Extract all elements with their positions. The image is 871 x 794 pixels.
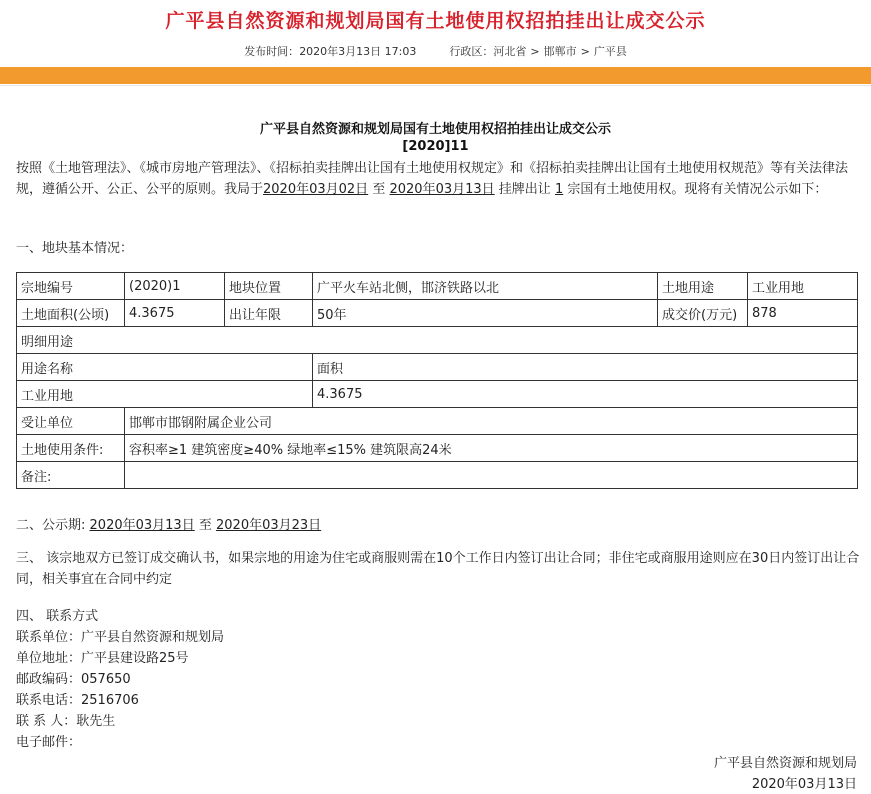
signature-org: 广平县自然资源和规划局 — [713, 756, 857, 771]
intro-text-2: 挂牌出让 — [498, 182, 551, 197]
contact-person: 联 系 人：耿先生 — [16, 714, 116, 729]
contact-postcode: 邮政编码：057650 — [16, 672, 131, 687]
location-label: 地块位置 — [225, 273, 313, 300]
table-row — [17, 435, 858, 462]
table-row — [17, 273, 858, 300]
location: 广平火车站北侧，邯济铁路以北 — [313, 273, 658, 300]
usage: 工业用地 — [748, 273, 858, 300]
orange-banner — [0, 67, 871, 84]
buyer: 邯郸市邯钢附属企业公司 — [125, 408, 858, 435]
use-area: 4.3675 — [313, 381, 858, 408]
publish-label: 发布时间： — [244, 45, 300, 58]
parcel-no: (2020)1 — [125, 273, 225, 300]
document-number: [2020]11 — [402, 139, 469, 154]
parcel-count: 1 — [554, 182, 564, 197]
remark — [125, 462, 858, 489]
table-row — [17, 300, 858, 327]
intro-to: 至 — [372, 182, 386, 197]
contact-phone: 联系电话：2516706 — [16, 693, 139, 708]
section-2-to: 至 — [198, 518, 212, 533]
conditions: 容积率≥1 建筑密度≥40% 绿地率≤15% 建筑限高24米 — [125, 435, 858, 462]
meta-info — [0, 43, 871, 59]
table-row — [17, 327, 858, 354]
detail-label: 明细用途 — [17, 327, 858, 354]
use-area-label: 面积 — [313, 354, 858, 381]
contact-email: 电子邮件： — [16, 735, 82, 750]
use-name: 工业用地 — [17, 381, 313, 408]
conditions-label: 土地使用条件: — [17, 435, 125, 462]
table-row — [17, 381, 858, 408]
region-county[interactable]: 广平县 — [593, 45, 627, 58]
table-row — [17, 462, 858, 489]
publish-time: 2020年3月13日 17:03 — [299, 45, 417, 58]
section-2-label: 二、公示期: — [16, 518, 86, 533]
land-info-table — [16, 272, 858, 489]
notice-start-date: 2020年03月13日 — [89, 518, 195, 533]
section-4-heading: 四、 联系方式 — [16, 609, 99, 624]
buyer-label: 受让单位 — [17, 408, 125, 435]
area: 4.3675 — [125, 300, 225, 327]
region-province[interactable]: 河北省 — [493, 45, 527, 58]
section-1-heading: 一、地块基本情况： — [16, 241, 134, 256]
parcel-no-label: 宗地编号 — [17, 273, 125, 300]
use-name-label: 用途名称 — [17, 354, 313, 381]
signature-date: 2020年03月13日 — [751, 777, 857, 792]
price: 878 — [748, 300, 858, 327]
section-2 — [16, 514, 321, 533]
intro-text: 按照《土地管理法》、《城市房地产管理法》、《招标拍卖挂牌出让国有土地使用权规定》和《招标拍卖挂牌出让国有土地使用权规范》等有关法律法规，遵循公开、公正、公平的原则。我局于 — [16, 161, 849, 197]
document-title: 广平县自然资源和规划局国有土地使用权招拍挂出让成交公示 — [259, 122, 611, 137]
region-sep: > — [580, 45, 590, 58]
term-label: 出让年限 — [225, 300, 313, 327]
price-label: 成交价(万元) — [658, 300, 748, 327]
section-3: 三、 该宗地双方已签订成交确认书，如果宗地的用途为住宅或商服则需在10个工作日内签订出让合同；非住宅或商服用途则应在30日内签订出让合同，相关事宜在合同中约定 — [16, 551, 860, 587]
area-label: 土地面积(公顷) — [17, 300, 125, 327]
page-title: 广平县自然资源和规划局国有土地使用权招拍挂出让成交公示 — [165, 10, 706, 32]
divider — [0, 85, 871, 86]
remark-label: 备注: — [17, 462, 125, 489]
table-row — [17, 354, 858, 381]
contact-address: 单位地址：广平县建设路25号 — [16, 651, 189, 666]
listing-start-date: 2020年03月02日 — [263, 182, 369, 197]
listing-end-date: 2020年03月13日 — [389, 182, 495, 197]
table-row — [17, 408, 858, 435]
usage-label: 土地用途 — [658, 273, 748, 300]
region-label: 行政区： — [449, 45, 494, 58]
term: 50年 — [313, 300, 658, 327]
region-sep: > — [530, 45, 540, 58]
intro-paragraph — [16, 158, 861, 200]
contact-unit: 联系单位：广平县自然资源和规划局 — [16, 630, 225, 645]
region-city[interactable]: 邯郸市 — [543, 45, 577, 58]
intro-text-3: 宗国有土地使用权。现将有关情况公示如下： — [567, 182, 828, 197]
notice-end-date: 2020年03月23日 — [216, 518, 322, 533]
